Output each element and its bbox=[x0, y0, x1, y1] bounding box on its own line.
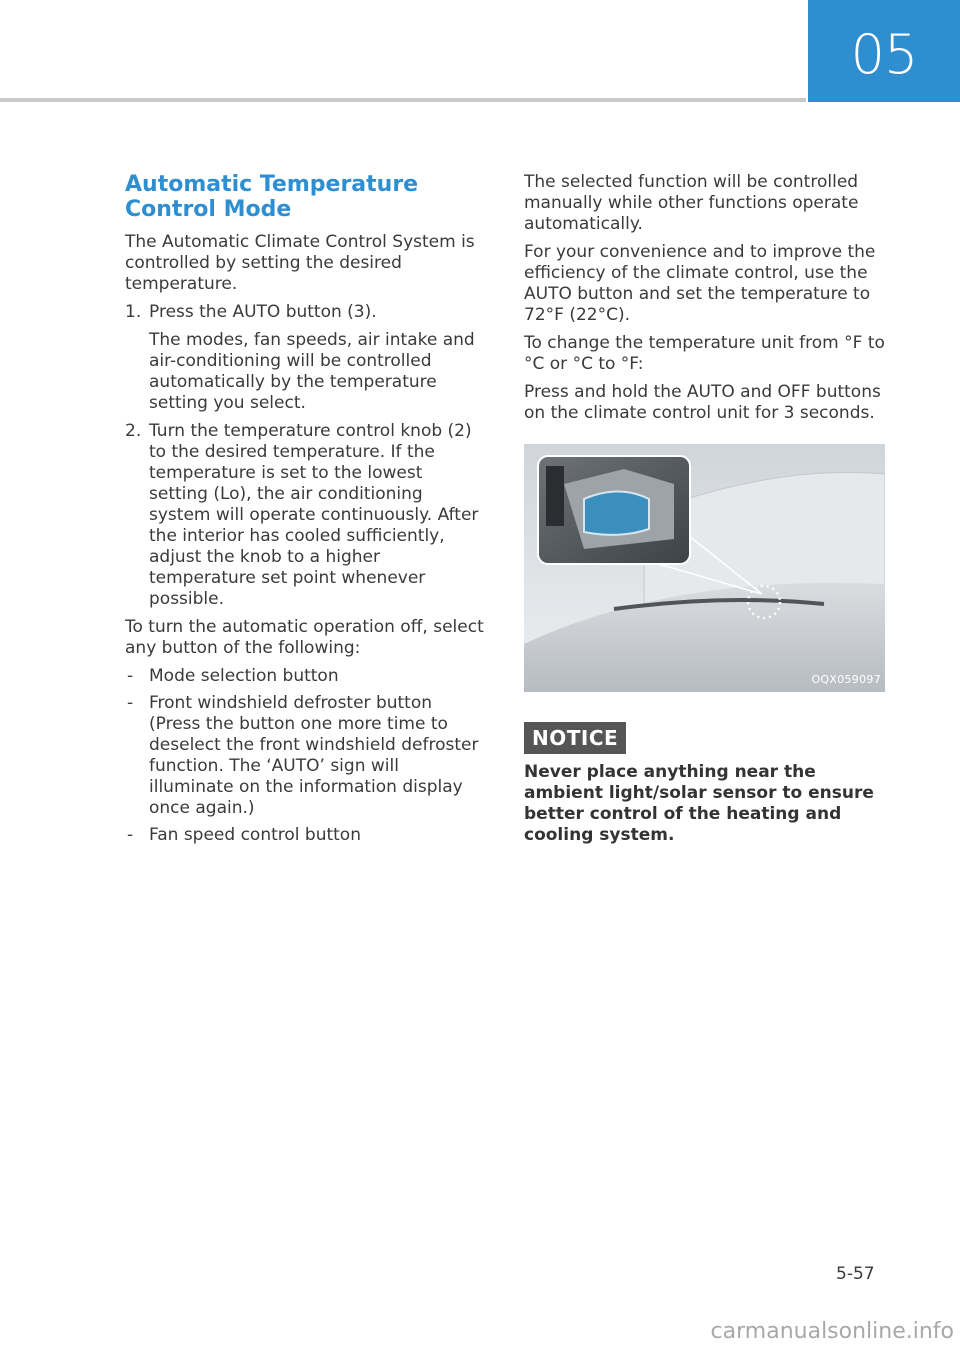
list-item: - Front windshield defroster button (Press the button one more time to deselect the front windshield defroster function. The ‘AUTO’ sign will illuminate on the information display once again.) bbox=[127, 693, 479, 818]
figure-code: OQX059097 bbox=[811, 673, 881, 686]
step-item bbox=[125, 421, 485, 610]
list-item-text: Mode selection button bbox=[149, 666, 339, 686]
step-item bbox=[125, 302, 485, 414]
list-item-text: Fan speed control button bbox=[149, 825, 361, 845]
section-heading: Automatic Temperature Control Mode bbox=[125, 172, 419, 222]
paragraph: The selected function will be controlled manually while other functions operate automatically. bbox=[524, 172, 859, 234]
header-rule bbox=[0, 98, 806, 102]
right-column bbox=[524, 172, 894, 853]
sensor-illustration bbox=[524, 444, 885, 692]
step-subtext: The modes, fan speeds, air intake and air-conditioning will be controlled automatically by the temperature setting you select. bbox=[149, 330, 475, 413]
chapter-tab: 05 bbox=[808, 0, 960, 102]
notice-text: Never place anything near the ambient light/solar sensor to ensure better control of the heating and cooling system. bbox=[524, 762, 874, 845]
list-item: - Mode selection button bbox=[127, 666, 339, 686]
paragraph: To change the temperature unit from °F to °C or °C to °F: bbox=[524, 333, 885, 374]
paragraph: Press and hold the AUTO and OFF buttons on the climate control unit for 3 seconds. bbox=[524, 382, 881, 423]
list-item: - Fan speed control button bbox=[127, 825, 361, 845]
step-number: 1. bbox=[125, 302, 142, 322]
watermark: carmanualsonline.info bbox=[710, 1319, 954, 1344]
intro-paragraph: The Automatic Climate Control System is controlled by setting the desired temperature. bbox=[125, 232, 475, 294]
step-text: Turn the temperature control knob (2) to the desired temperature. If the temperature is set to the lowest setting (Lo), the air conditioning system will operate continuously. After the interior has cooled sufficiently, adjust the knob to a higher temperature set point whenever possible. bbox=[149, 421, 479, 609]
steps-list bbox=[125, 302, 485, 610]
list-item-text: Front windshield defroster button (Press the button one more time to deselect the front windshield defroster function. The ‘AUTO’ sign will illuminate on the information display once again.) bbox=[149, 693, 479, 818]
button-list bbox=[125, 666, 485, 846]
turn-off-paragraph: To turn the automatic operation off, select any button of the following: bbox=[125, 617, 484, 658]
page-number: 5-57 bbox=[836, 1264, 875, 1284]
paragraph: For your convenience and to improve the efficiency of the climate control, use the AUTO button and set the temperature to 72°F (22°C). bbox=[524, 242, 876, 325]
notice-badge: NOTICE bbox=[524, 722, 626, 754]
step-number: 2. bbox=[125, 421, 142, 441]
step-text: Press the AUTO button (3). bbox=[149, 302, 377, 322]
left-column bbox=[125, 172, 485, 852]
